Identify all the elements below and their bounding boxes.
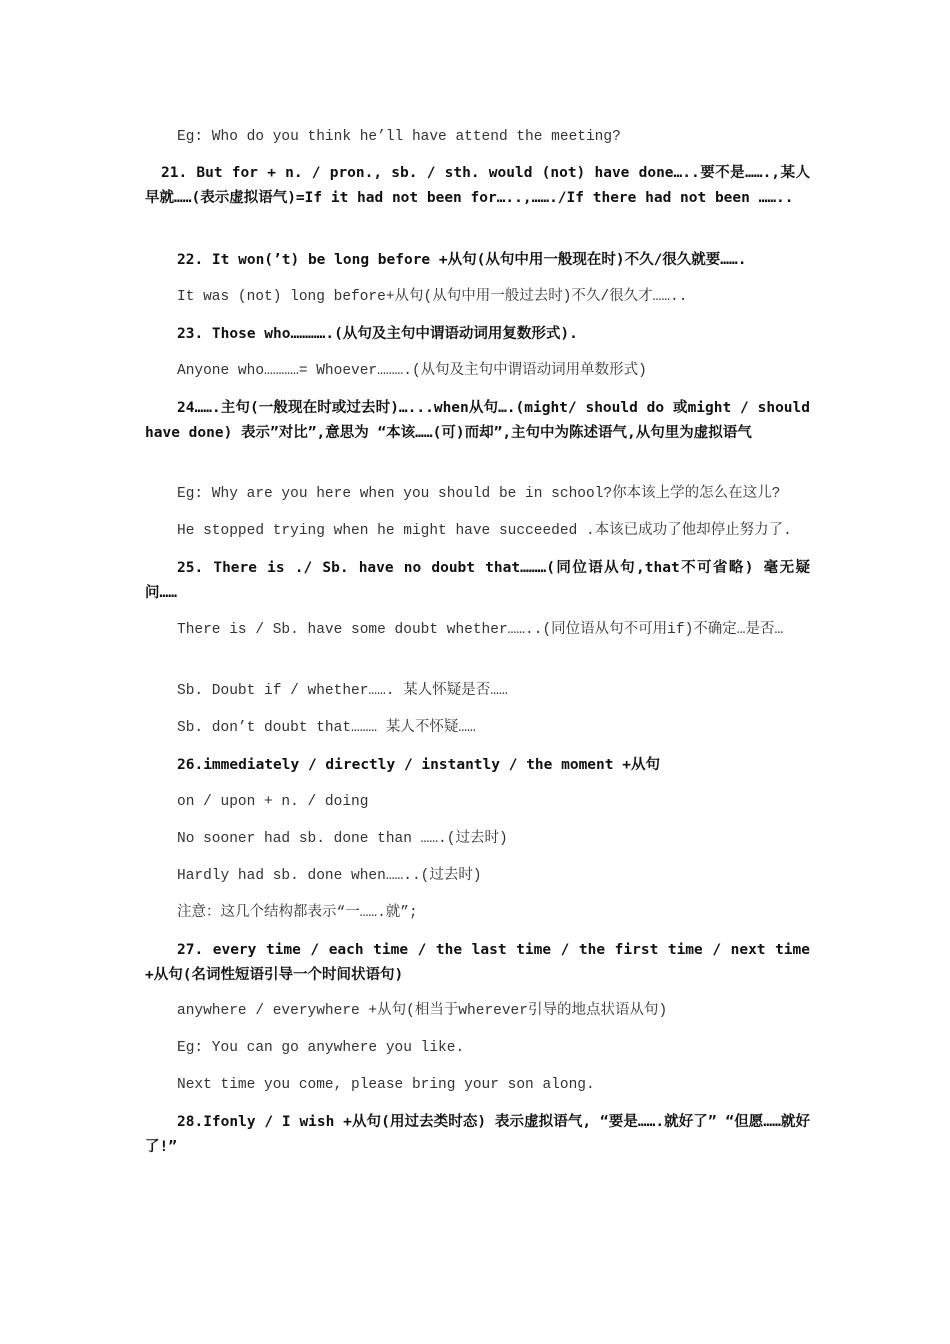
- rule-26: 26.immediately / directly / instantly / the moment +从句: [177, 757, 660, 773]
- rule-25-note-1: There is / Sb. have some doubt whether……..(同位语从句不可用if)不确定…是否…: [177, 622, 784, 638]
- example-attend-meeting: Eg: Who do you think he’ll have attend the meeting?: [177, 129, 621, 145]
- rule-24-example-1: Eg: Why are you here when you should be in school?你本该上学的怎么在这儿?: [177, 486, 781, 502]
- rule-25-note-2: Sb. Doubt if / whether……. 某人怀疑是否……: [177, 683, 508, 699]
- rule-27-example-2: Next time you come, please bring your son along.: [177, 1077, 595, 1093]
- rule-27-example-1: Eg: You can go anywhere you like.: [177, 1040, 465, 1056]
- rule-24-example-2: He stopped trying when he might have succeeded .本该已成功了他却停止努力了.: [177, 523, 792, 539]
- rule-23-note: Anyone who…………= Whoever……….(从句及主句中谓语动词用单数形式): [177, 363, 647, 379]
- rule-26-note-2: No sooner had sb. done than …….(过去时): [177, 831, 508, 847]
- rule-22-note: It was (not) long before+从句(从句中用一般过去时)不久/很久才……..: [177, 289, 688, 305]
- rule-27-note-1: anywhere / everywhere +从句(相当于wherever引导的地点状语从句): [177, 1003, 668, 1019]
- rule-24: 24…….主句(一般现在时或过去时)…...when从句….(might/ should do 或might / should have done) 表示”对比”,意思为 “本该……(可)而却”,主句中为陈述语气,从句里为虚拟语气: [145, 400, 810, 441]
- rule-27: 27. every time / each time / the last time / the first time / next time +从句(名词性短语引导一个时间状语句): [145, 942, 810, 983]
- rule-26-note-3: Hardly had sb. done when……..(过去时): [177, 868, 482, 884]
- rule-23: 23. Those who………….(从句及主句中谓语动词用复数形式).: [177, 326, 578, 342]
- rule-26-note-4: 注意：这几个结构都表示“一…….就”;: [177, 905, 418, 921]
- rule-25-note-3: Sb. don’t doubt that……… 某人不怀疑……: [177, 720, 476, 736]
- rule-28: 28.Ifonly / I wish +从句(用过去类时态) 表示虚拟语气, “要是…….就好了” “但愿……就好了!”: [145, 1114, 810, 1155]
- rule-26-note-1: on / upon + n. / doing: [177, 794, 369, 810]
- rule-22: 22. It won(’t) be long before +从句(从句中用一般现在时)不久/很久就要…….: [177, 252, 747, 268]
- rule-25: 25. There is ./ Sb. have no doubt that………(同位语从句,that不可省略) 毫无疑问……: [145, 560, 810, 601]
- rule-21: 21. But for + n. / pron., sb. / sth. would (not) have done…..要不是…….,某人早就……(表示虚拟语气)=If it had not been for…..,……./If there had not been ……..: [145, 165, 810, 206]
